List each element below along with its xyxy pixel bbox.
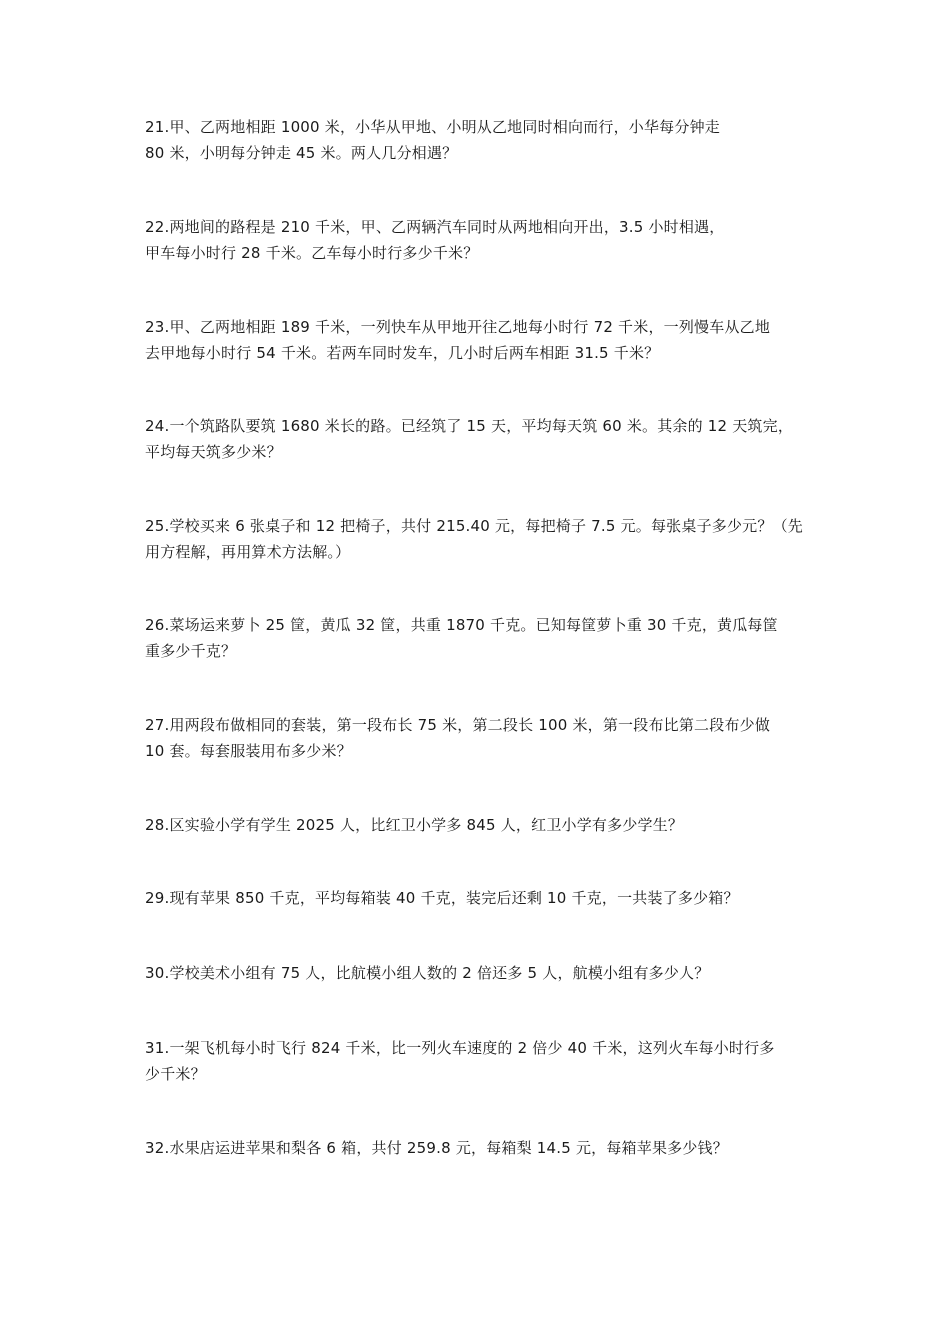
problem-text-line: 23.甲、乙两地相距 189 千米，一列快车从甲地开往乙地每小时行 72 千米，一列慢车从乙地	[145, 318, 771, 336]
problem-text-line: 31.一架飞机每小时飞行 824 千米，比一列火车速度的 2 倍少 40 千米，这列火车每小时行多	[145, 1039, 775, 1057]
problem-31	[145, 1035, 815, 1087]
problem-text-line: 重多少千克？	[145, 642, 237, 660]
problem-text-line: 29.现有苹果 850 千克，平均每箱装 40 千克，装完后还剩 10 千克，一共装了多少箱？	[145, 889, 739, 907]
problem-text-line: 少千米？	[145, 1065, 206, 1083]
problem-30	[145, 960, 815, 986]
problem-23	[145, 314, 815, 366]
problem-text-line: 甲车每小时行 28 千米。乙车每小时行多少千米？	[145, 244, 479, 262]
problem-text-line: 22.两地间的路程是 210 千米，甲、乙两辆汽车同时从两地相向开出，3.5 小时相遇，	[145, 218, 725, 236]
problem-text-line: 10 套。每套服装用布多少米？	[145, 742, 352, 760]
problem-text-line: 用方程解，再用算术方法解。）	[145, 543, 351, 561]
problem-32	[145, 1135, 815, 1161]
problem-text-line: 30.学校美术小组有 75 人，比航模小组人数的 2 倍还多 5 人，航模小组有多少人？	[145, 964, 710, 982]
problem-text-line: 21.甲、乙两地相距 1000 米，小华从甲地、小明从乙地同时相向而行，小华每分钟走	[145, 118, 720, 136]
problem-26	[145, 612, 815, 664]
problem-28	[145, 812, 815, 838]
problem-24	[145, 413, 815, 465]
problem-text-line: 80 米，小明每分钟走 45 米。两人几分相遇？	[145, 144, 458, 162]
problem-text-line: 25.学校买来 6 张桌子和 12 把椅子，共付 215.40 元，每把椅子 7.5 元。每张桌子多少元？（先	[145, 517, 803, 535]
problem-text-line: 28.区实验小学有学生 2025 人，比红卫小学多 845 人，红卫小学有多少学生？	[145, 816, 684, 834]
problem-text-line: 24.一个筑路队要筑 1680 米长的路。已经筑了 15 天，平均每天筑 60 米。其余的 12 天筑完，	[145, 417, 794, 435]
problem-25	[145, 513, 815, 565]
problem-text-line: 去甲地每小时行 54 千米。若两车同时发车，几小时后两车相距 31.5 千米？	[145, 344, 660, 362]
problem-text-line: 32.水果店运进苹果和梨各 6 箱，共付 259.8 元，每箱梨 14.5 元，每箱苹果多少钱？	[145, 1139, 728, 1157]
problem-29	[145, 885, 815, 911]
problem-21	[145, 114, 815, 166]
problem-text-line: 27.用两段布做相同的套装，第一段布长 75 米，第二段长 100 米，第一段布比第二段布少做	[145, 716, 771, 734]
problem-22	[145, 214, 815, 266]
problem-27	[145, 712, 815, 764]
problem-text-line: 26.菜场运来萝卜 25 筐，黄瓜 32 筐，共重 1870 千克。已知每筐萝卜重 30 千克，黄瓜每筐	[145, 616, 778, 634]
problem-text-line: 平均每天筑多少米？	[145, 443, 282, 461]
